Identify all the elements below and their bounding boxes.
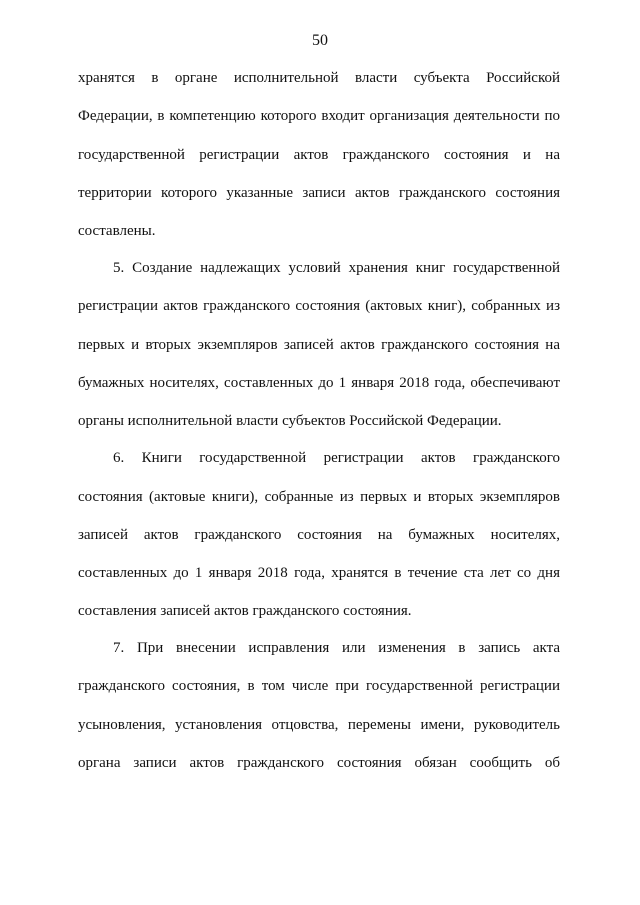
text-line: составленных до 1 января 2018 года, хранятся в течение ста лет со дня (78, 565, 560, 581)
text-line: государственной регистрации актов гражданского состояния и на (78, 147, 560, 163)
text-line: регистрации актов гражданского состояния (актовых книг), собранных из (78, 298, 560, 314)
text-line: гражданского состояния, в том числе при государственной регистрации (78, 678, 560, 694)
page-number: 50 (312, 32, 328, 49)
text-line: состояния (актовые книги), собранные из первых и вторых экземпляров (78, 489, 560, 505)
text-line: усыновления, установления отцовства, перемены имени, руководитель (78, 717, 560, 733)
text-line: записей актов гражданского состояния на бумажных носителях, (78, 527, 560, 543)
text-line: составления записей актов гражданского состояния. (78, 603, 412, 619)
text-line: бумажных носителях, составленных до 1 января 2018 года, обеспечивают (78, 375, 560, 391)
text-line: территории которого указанные записи актов гражданского состояния (78, 185, 560, 201)
text-line: 5. Создание надлежащих условий хранения книг государственной (113, 260, 560, 276)
text-line: составлены. (78, 223, 156, 239)
text-line: органы исполнительной власти субъектов Российской Федерации. (78, 413, 502, 429)
text-line: 6. Книги государственной регистрации актов гражданского (113, 450, 560, 466)
text-line: хранятся в органе исполнительной власти субъекта Российской (78, 70, 560, 86)
text-line: Федерации, в компетенцию которого входит организация деятельности по (78, 108, 560, 124)
text-line: первых и вторых экземпляров записей актов гражданского состояния на (78, 337, 560, 353)
text-line: органа записи актов гражданского состояния обязан сообщить об (78, 755, 560, 771)
text-line: 7. При внесении исправления или изменения в запись акта (113, 640, 560, 656)
